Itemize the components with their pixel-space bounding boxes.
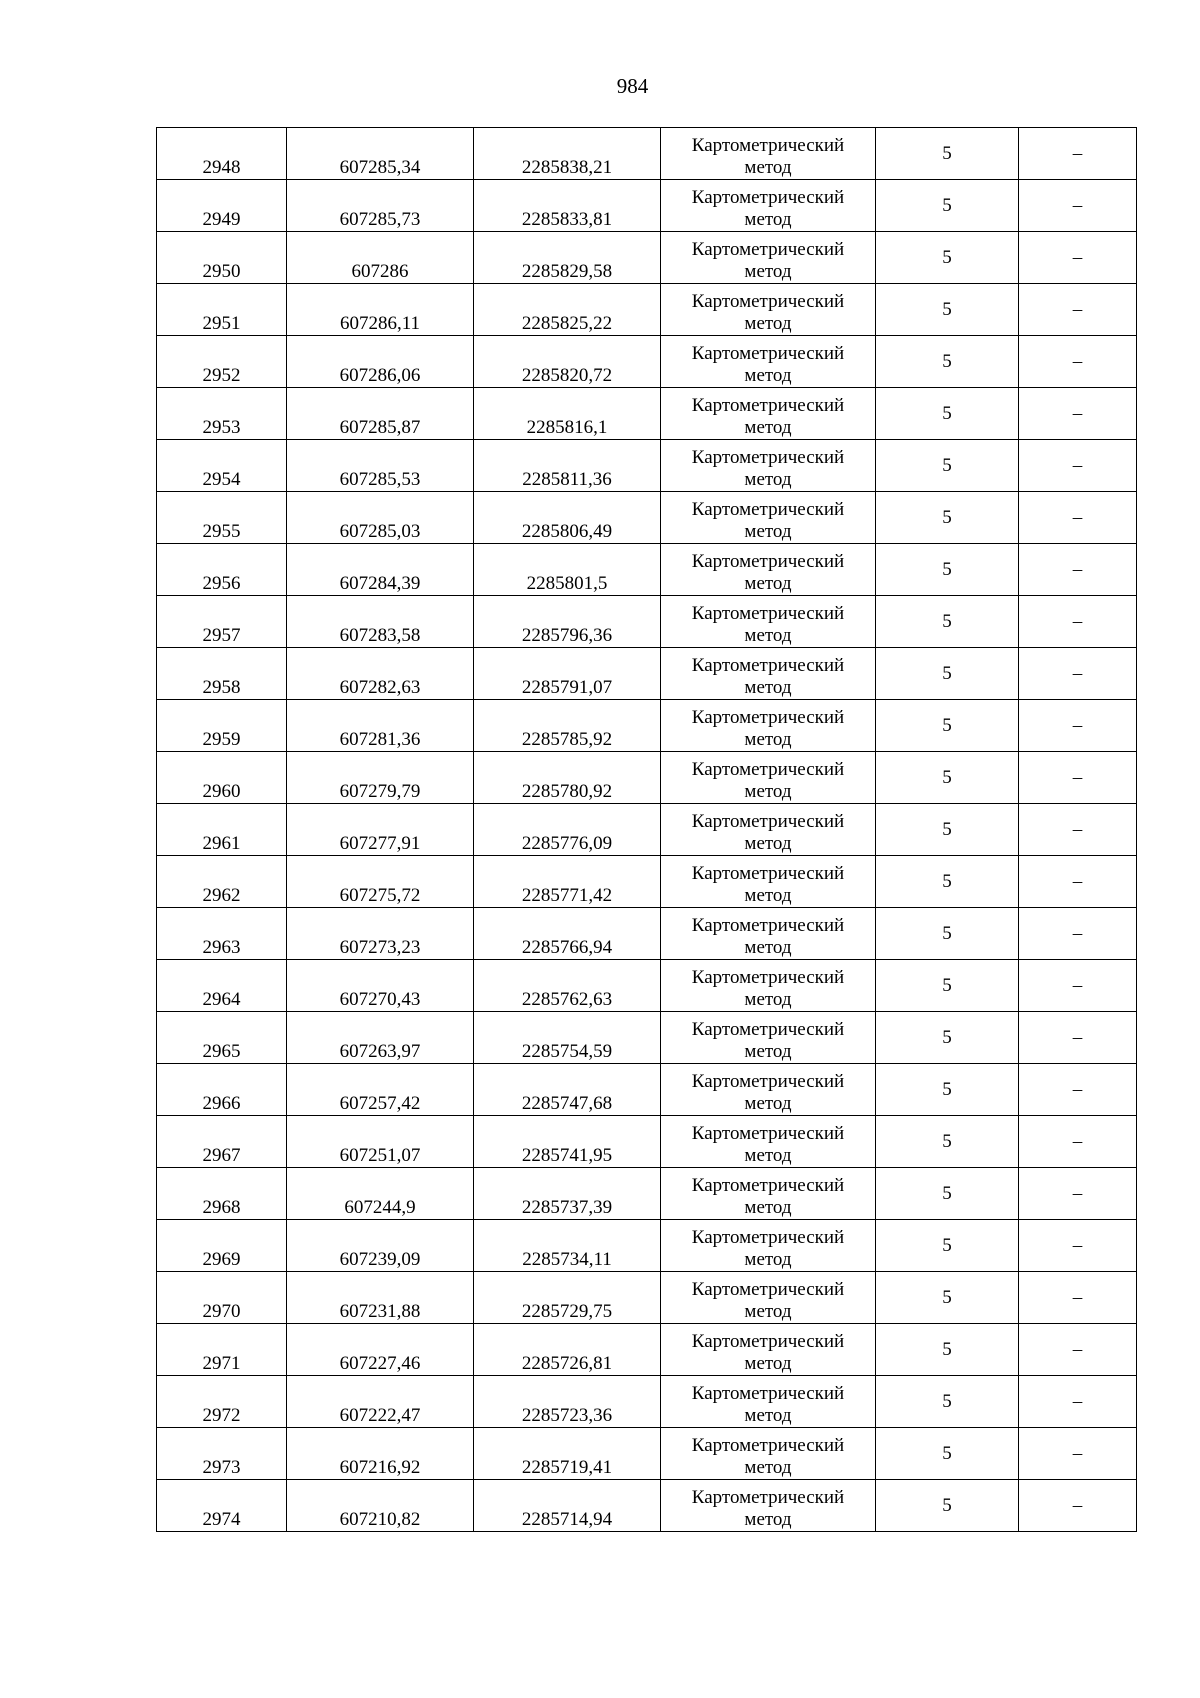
table-row (157, 1012, 1137, 1064)
method-line-1: Картометрический (691, 135, 845, 157)
method-cell (661, 180, 876, 232)
method-line-2: метод (744, 1093, 792, 1115)
method-line-1: Картометрический (691, 967, 845, 989)
method-line-2: метод (744, 1145, 792, 1167)
method-line-1: Картометрический (691, 1487, 845, 1509)
point-number-cell: 2964 (157, 960, 287, 1012)
x-coordinate-cell: 607284,39 (287, 544, 474, 596)
x-coordinate-cell: 607251,07 (287, 1116, 474, 1168)
method-line-2: метод (744, 1301, 792, 1323)
x-coordinate-cell: 607286,11 (287, 284, 474, 336)
table-row (157, 388, 1137, 440)
x-coordinate-cell: 607285,87 (287, 388, 474, 440)
method-line-2: метод (744, 1249, 792, 1271)
point-number-cell: 2967 (157, 1116, 287, 1168)
point-number-cell: 2972 (157, 1376, 287, 1428)
y-coordinate-cell: 2285741,95 (474, 1116, 661, 1168)
method-line-1: Картометрический (691, 1123, 845, 1145)
x-coordinate-cell: 607286 (287, 232, 474, 284)
dash-cell: – (1019, 232, 1137, 284)
method-line-2: метод (744, 469, 792, 491)
y-coordinate-cell: 2285816,1 (474, 388, 661, 440)
point-number-cell: 2950 (157, 232, 287, 284)
y-coordinate-cell: 2285762,63 (474, 960, 661, 1012)
point-number-cell: 2955 (157, 492, 287, 544)
method-line-2: метод (744, 261, 792, 283)
x-coordinate-cell: 607227,46 (287, 1324, 474, 1376)
method-cell (661, 1428, 876, 1480)
table-row (157, 648, 1137, 700)
accuracy-cell: 5 (876, 1064, 1019, 1116)
x-coordinate-cell: 607273,23 (287, 908, 474, 960)
point-number-cell: 2958 (157, 648, 287, 700)
y-coordinate-cell: 2285754,59 (474, 1012, 661, 1064)
accuracy-cell: 5 (876, 440, 1019, 492)
method-line-1: Картометрический (691, 759, 845, 781)
accuracy-cell: 5 (876, 960, 1019, 1012)
y-coordinate-cell: 2285766,94 (474, 908, 661, 960)
x-coordinate-cell: 607244,9 (287, 1168, 474, 1220)
page-number: 984 (616, 74, 649, 98)
point-number-cell: 2959 (157, 700, 287, 752)
coordinates-table (156, 127, 1137, 1532)
dash-cell: – (1019, 752, 1137, 804)
table-row (157, 856, 1137, 908)
accuracy-cell: 5 (876, 180, 1019, 232)
y-coordinate-cell: 2285801,5 (474, 544, 661, 596)
dash-cell: – (1019, 1220, 1137, 1272)
y-coordinate-cell: 2285714,94 (474, 1480, 661, 1532)
accuracy-cell: 5 (876, 1376, 1019, 1428)
y-coordinate-cell: 2285806,49 (474, 492, 661, 544)
table-row (157, 1064, 1137, 1116)
accuracy-cell: 5 (876, 1428, 1019, 1480)
x-coordinate-cell: 607277,91 (287, 804, 474, 856)
method-line-2: метод (744, 781, 792, 803)
table-row (157, 492, 1137, 544)
method-cell (661, 648, 876, 700)
accuracy-cell: 5 (876, 804, 1019, 856)
table-row (157, 804, 1137, 856)
dash-cell: – (1019, 700, 1137, 752)
x-coordinate-cell: 607270,43 (287, 960, 474, 1012)
y-coordinate-cell: 2285729,75 (474, 1272, 661, 1324)
method-line-1: Картометрический (691, 863, 845, 885)
point-number-cell: 2973 (157, 1428, 287, 1480)
x-coordinate-cell: 607222,47 (287, 1376, 474, 1428)
accuracy-cell: 5 (876, 1012, 1019, 1064)
method-cell (661, 128, 876, 180)
point-number-cell: 2951 (157, 284, 287, 336)
table-row (157, 1220, 1137, 1272)
point-number-cell: 2971 (157, 1324, 287, 1376)
method-cell (661, 388, 876, 440)
dash-cell: – (1019, 544, 1137, 596)
dash-cell: – (1019, 1012, 1137, 1064)
y-coordinate-cell: 2285747,68 (474, 1064, 661, 1116)
point-number-cell: 2948 (157, 128, 287, 180)
dash-cell: – (1019, 1376, 1137, 1428)
x-coordinate-cell: 607257,42 (287, 1064, 474, 1116)
table-row (157, 128, 1137, 180)
dash-cell: – (1019, 960, 1137, 1012)
method-cell (661, 284, 876, 336)
point-number-cell: 2961 (157, 804, 287, 856)
x-coordinate-cell: 607285,34 (287, 128, 474, 180)
method-cell (661, 1220, 876, 1272)
x-coordinate-cell: 607282,63 (287, 648, 474, 700)
x-coordinate-cell: 607285,73 (287, 180, 474, 232)
dash-cell: – (1019, 180, 1137, 232)
point-number-cell: 2974 (157, 1480, 287, 1532)
method-line-2: метод (744, 209, 792, 231)
table-row (157, 1272, 1137, 1324)
x-coordinate-cell: 607279,79 (287, 752, 474, 804)
method-line-2: метод (744, 313, 792, 335)
table-row (157, 544, 1137, 596)
method-line-2: метод (744, 1353, 792, 1375)
x-coordinate-cell: 607285,03 (287, 492, 474, 544)
accuracy-cell: 5 (876, 648, 1019, 700)
point-number-cell: 2956 (157, 544, 287, 596)
method-line-1: Картометрический (691, 1071, 845, 1093)
method-line-2: метод (744, 1457, 792, 1479)
accuracy-cell: 5 (876, 856, 1019, 908)
method-line-1: Картометрический (691, 1383, 845, 1405)
method-cell (661, 336, 876, 388)
method-line-2: метод (744, 417, 792, 439)
method-cell (661, 960, 876, 1012)
accuracy-cell: 5 (876, 596, 1019, 648)
y-coordinate-cell: 2285833,81 (474, 180, 661, 232)
accuracy-cell: 5 (876, 1220, 1019, 1272)
dash-cell: – (1019, 492, 1137, 544)
y-coordinate-cell: 2285796,36 (474, 596, 661, 648)
y-coordinate-cell: 2285838,21 (474, 128, 661, 180)
point-number-cell: 2968 (157, 1168, 287, 1220)
dash-cell: – (1019, 856, 1137, 908)
table-row (157, 1428, 1137, 1480)
accuracy-cell: 5 (876, 284, 1019, 336)
dash-cell: – (1019, 648, 1137, 700)
method-line-1: Картометрический (691, 239, 845, 261)
method-cell (661, 596, 876, 648)
x-coordinate-cell: 607283,58 (287, 596, 474, 648)
method-line-1: Картометрический (691, 1331, 845, 1353)
method-line-2: метод (744, 833, 792, 855)
y-coordinate-cell: 2285723,36 (474, 1376, 661, 1428)
accuracy-cell: 5 (876, 1272, 1019, 1324)
accuracy-cell: 5 (876, 1116, 1019, 1168)
method-cell (661, 1324, 876, 1376)
accuracy-cell: 5 (876, 752, 1019, 804)
method-cell (661, 544, 876, 596)
y-coordinate-cell: 2285829,58 (474, 232, 661, 284)
method-line-2: метод (744, 989, 792, 1011)
table-row (157, 1116, 1137, 1168)
method-cell (661, 492, 876, 544)
dash-cell: – (1019, 440, 1137, 492)
method-line-2: метод (744, 625, 792, 647)
method-line-1: Картометрический (691, 1227, 845, 1249)
method-cell (661, 1168, 876, 1220)
dash-cell: – (1019, 336, 1137, 388)
y-coordinate-cell: 2285771,42 (474, 856, 661, 908)
accuracy-cell: 5 (876, 908, 1019, 960)
point-number-cell: 2969 (157, 1220, 287, 1272)
table-row (157, 960, 1137, 1012)
method-line-1: Картометрический (691, 291, 845, 313)
table-row (157, 232, 1137, 284)
x-coordinate-cell: 607239,09 (287, 1220, 474, 1272)
x-coordinate-cell: 607231,88 (287, 1272, 474, 1324)
x-coordinate-cell: 607285,53 (287, 440, 474, 492)
table-row (157, 284, 1137, 336)
method-cell (661, 908, 876, 960)
dash-cell: – (1019, 804, 1137, 856)
dash-cell: – (1019, 388, 1137, 440)
method-line-1: Картометрический (691, 1175, 845, 1197)
method-line-2: метод (744, 365, 792, 387)
y-coordinate-cell: 2285820,72 (474, 336, 661, 388)
method-line-1: Картометрический (691, 811, 845, 833)
accuracy-cell: 5 (876, 128, 1019, 180)
method-cell (661, 1012, 876, 1064)
method-cell (661, 1376, 876, 1428)
dash-cell: – (1019, 128, 1137, 180)
x-coordinate-cell: 607216,92 (287, 1428, 474, 1480)
y-coordinate-cell: 2285719,41 (474, 1428, 661, 1480)
point-number-cell: 2965 (157, 1012, 287, 1064)
y-coordinate-cell: 2285780,92 (474, 752, 661, 804)
method-line-1: Картометрический (691, 187, 845, 209)
method-line-2: метод (744, 157, 792, 179)
table-row (157, 1376, 1137, 1428)
point-number-cell: 2966 (157, 1064, 287, 1116)
accuracy-cell: 5 (876, 700, 1019, 752)
method-line-1: Картометрический (691, 551, 845, 573)
point-number-cell: 2949 (157, 180, 287, 232)
table-row (157, 1324, 1137, 1376)
method-line-2: метод (744, 1041, 792, 1063)
dash-cell: – (1019, 284, 1137, 336)
x-coordinate-cell: 607286,06 (287, 336, 474, 388)
method-cell (661, 1116, 876, 1168)
table-row (157, 596, 1137, 648)
y-coordinate-cell: 2285726,81 (474, 1324, 661, 1376)
method-cell (661, 232, 876, 284)
dash-cell: – (1019, 1324, 1137, 1376)
point-number-cell: 2954 (157, 440, 287, 492)
method-line-1: Картометрический (691, 343, 845, 365)
method-line-1: Картометрический (691, 447, 845, 469)
method-line-1: Картометрический (691, 655, 845, 677)
method-line-2: метод (744, 573, 792, 595)
method-line-1: Картометрический (691, 707, 845, 729)
method-cell (661, 440, 876, 492)
x-coordinate-cell: 607281,36 (287, 700, 474, 752)
point-number-cell: 2963 (157, 908, 287, 960)
method-cell (661, 700, 876, 752)
x-coordinate-cell: 607275,72 (287, 856, 474, 908)
table-row (157, 180, 1137, 232)
point-number-cell: 2953 (157, 388, 287, 440)
method-line-2: метод (744, 1197, 792, 1219)
table-row (157, 908, 1137, 960)
method-line-1: Картометрический (691, 915, 845, 937)
method-cell (661, 1272, 876, 1324)
point-number-cell: 2960 (157, 752, 287, 804)
table-row (157, 1168, 1137, 1220)
method-line-2: метод (744, 937, 792, 959)
method-cell (661, 1480, 876, 1532)
point-number-cell: 2970 (157, 1272, 287, 1324)
y-coordinate-cell: 2285811,36 (474, 440, 661, 492)
dash-cell: – (1019, 1116, 1137, 1168)
point-number-cell: 2957 (157, 596, 287, 648)
dash-cell: – (1019, 1428, 1137, 1480)
method-cell (661, 752, 876, 804)
y-coordinate-cell: 2285791,07 (474, 648, 661, 700)
accuracy-cell: 5 (876, 336, 1019, 388)
method-line-1: Картометрический (691, 499, 845, 521)
method-line-2: метод (744, 1405, 792, 1427)
table-row (157, 1480, 1137, 1532)
dash-cell: – (1019, 596, 1137, 648)
y-coordinate-cell: 2285776,09 (474, 804, 661, 856)
accuracy-cell: 5 (876, 1168, 1019, 1220)
accuracy-cell: 5 (876, 232, 1019, 284)
method-line-1: Картометрический (691, 1435, 845, 1457)
method-cell (661, 856, 876, 908)
dash-cell: – (1019, 908, 1137, 960)
dash-cell: – (1019, 1168, 1137, 1220)
y-coordinate-cell: 2285737,39 (474, 1168, 661, 1220)
y-coordinate-cell: 2285785,92 (474, 700, 661, 752)
accuracy-cell: 5 (876, 1480, 1019, 1532)
method-line-1: Картометрический (691, 1019, 845, 1041)
table-row (157, 440, 1137, 492)
accuracy-cell: 5 (876, 388, 1019, 440)
table-row (157, 752, 1137, 804)
coordinates-table-body (157, 128, 1137, 1532)
x-coordinate-cell: 607263,97 (287, 1012, 474, 1064)
y-coordinate-cell: 2285825,22 (474, 284, 661, 336)
method-line-2: метод (744, 1509, 792, 1531)
method-line-2: метод (744, 521, 792, 543)
method-cell (661, 804, 876, 856)
x-coordinate-cell: 607210,82 (287, 1480, 474, 1532)
point-number-cell: 2962 (157, 856, 287, 908)
method-line-2: метод (744, 677, 792, 699)
method-line-2: метод (744, 885, 792, 907)
dash-cell: – (1019, 1272, 1137, 1324)
point-number-cell: 2952 (157, 336, 287, 388)
accuracy-cell: 5 (876, 492, 1019, 544)
dash-cell: – (1019, 1064, 1137, 1116)
dash-cell: – (1019, 1480, 1137, 1532)
method-line-1: Картометрический (691, 603, 845, 625)
method-cell (661, 1064, 876, 1116)
accuracy-cell: 5 (876, 1324, 1019, 1376)
method-line-1: Картометрический (691, 1279, 845, 1301)
method-line-2: метод (744, 729, 792, 751)
accuracy-cell: 5 (876, 544, 1019, 596)
table-row (157, 700, 1137, 752)
y-coordinate-cell: 2285734,11 (474, 1220, 661, 1272)
table-row (157, 336, 1137, 388)
method-line-1: Картометрический (691, 395, 845, 417)
